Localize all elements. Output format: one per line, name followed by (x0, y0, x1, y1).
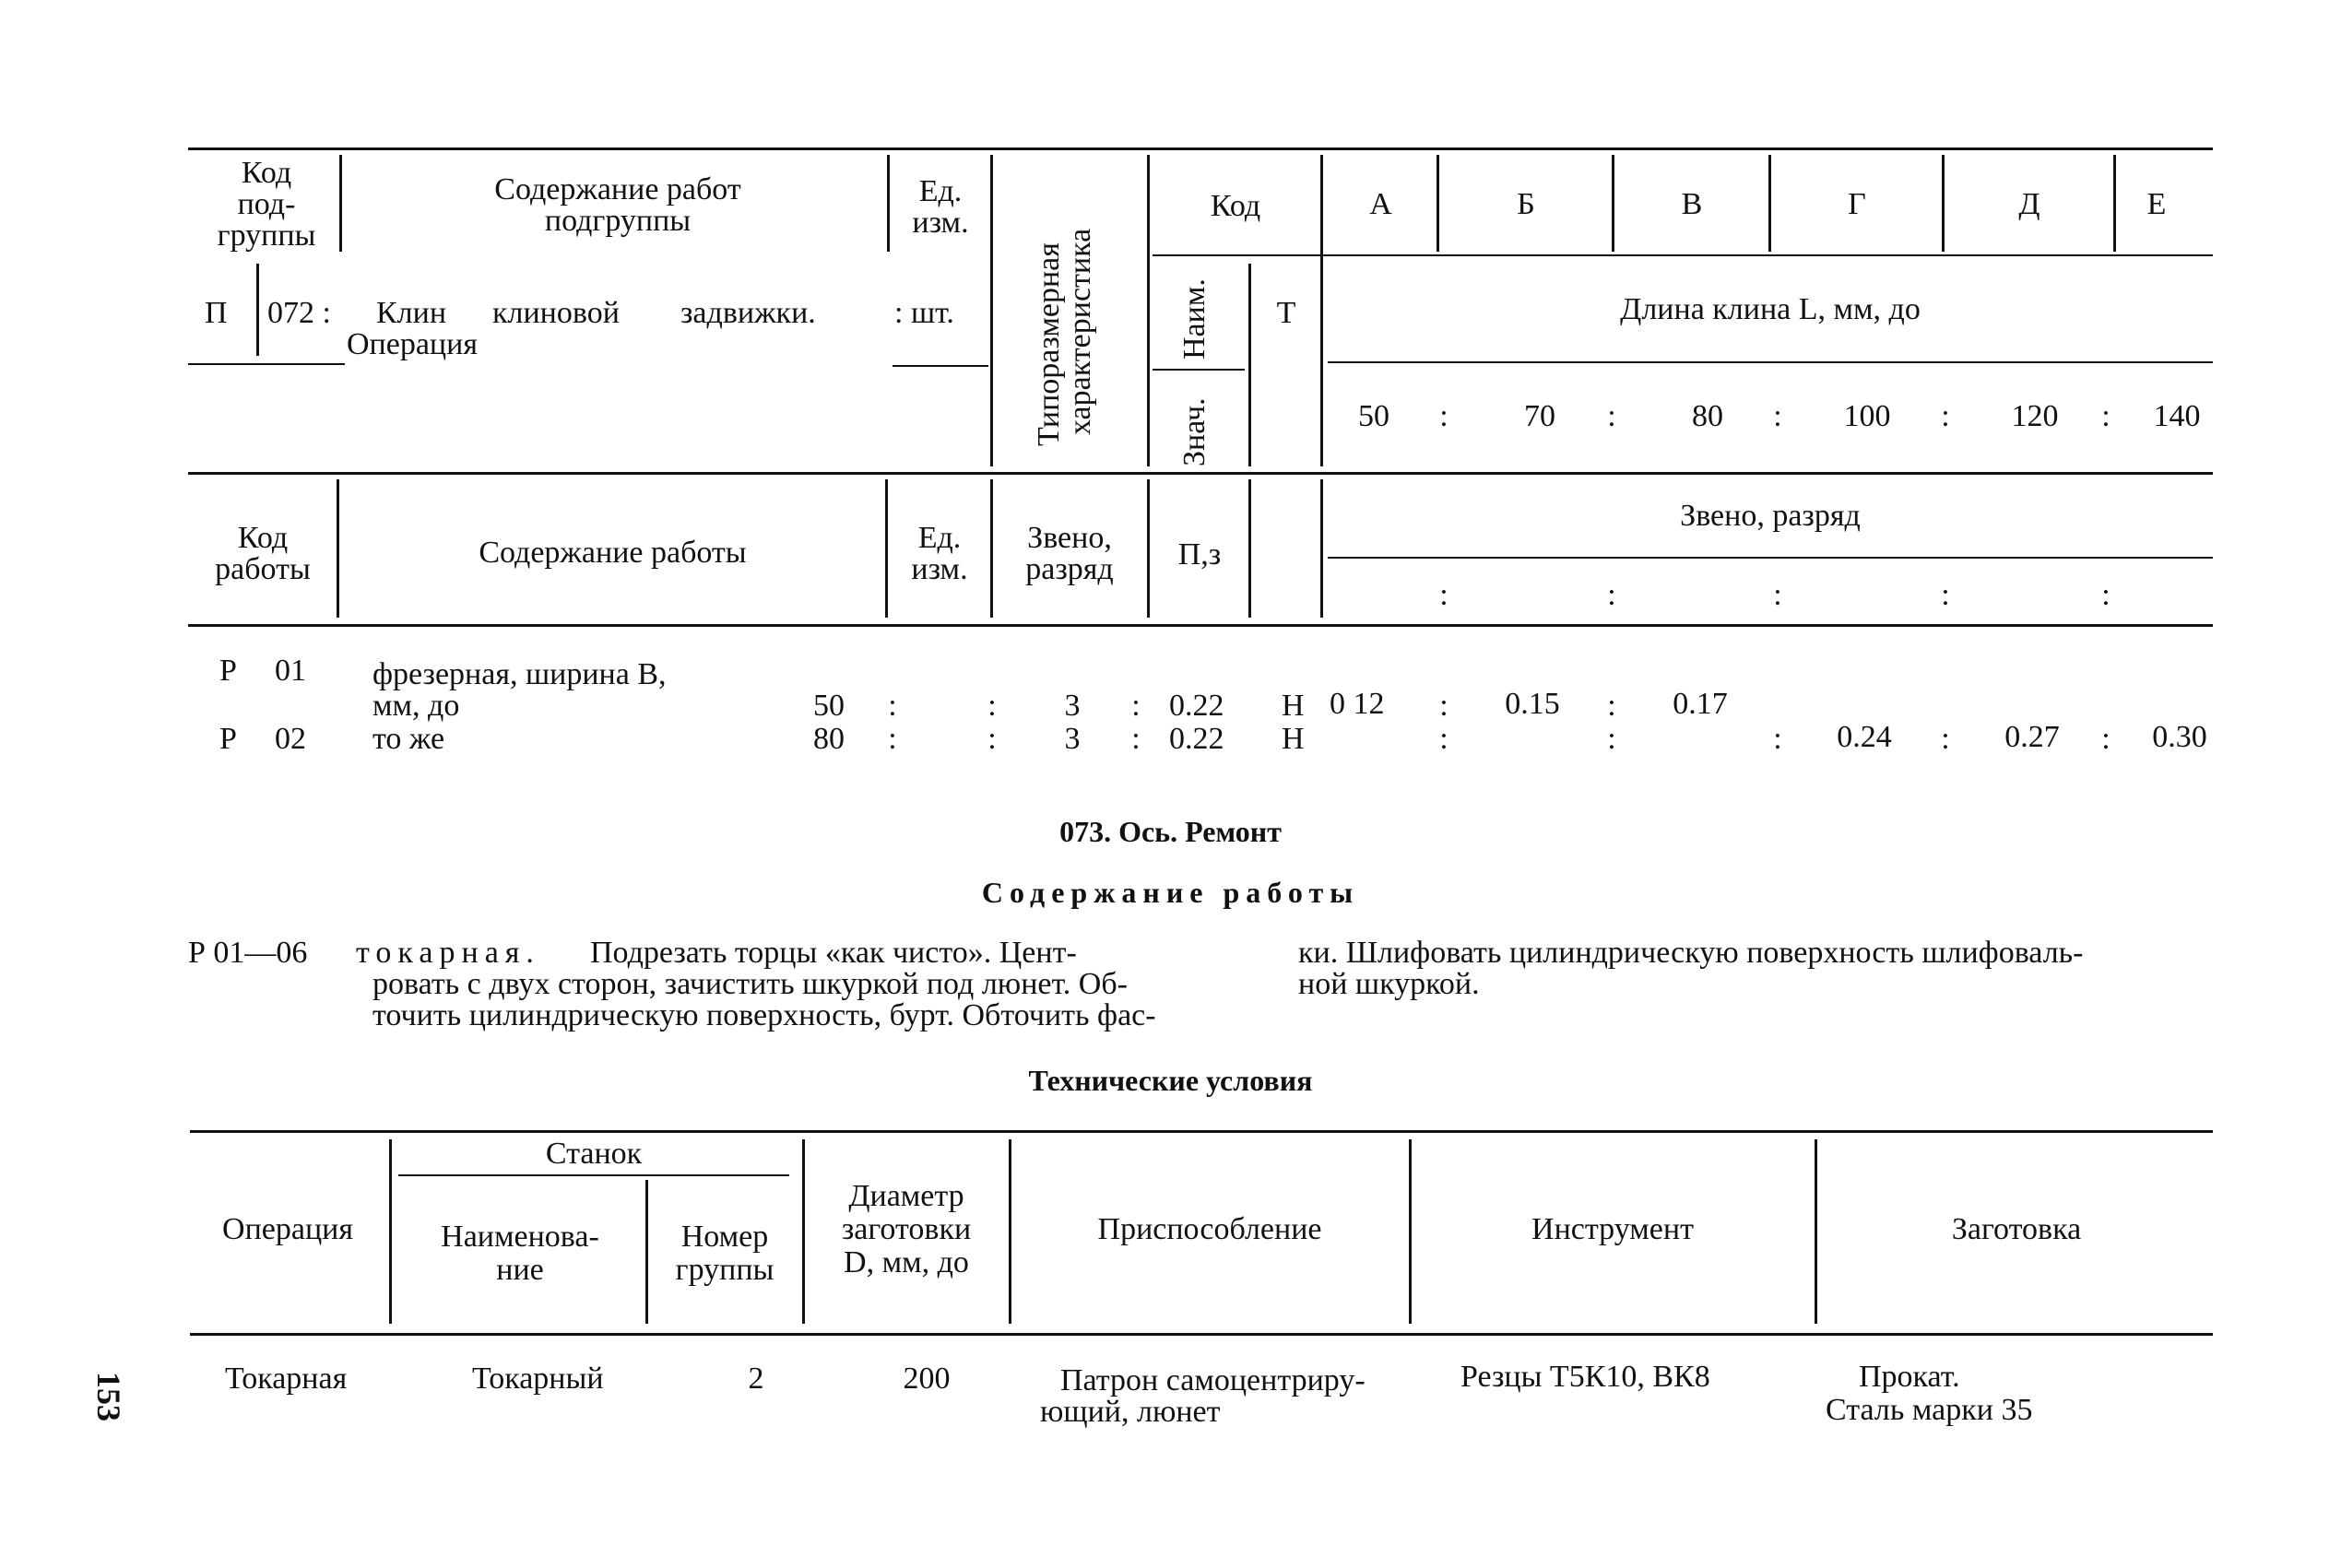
tech-header-instrument: Инструмент (1531, 1212, 1694, 1246)
row1-val-a: 0 12 (1330, 687, 1385, 721)
group-title-line2: Операция (347, 327, 478, 361)
group-p: П (205, 296, 228, 330)
tech-row-instrument: Резцы Т5К10, ВК8 (1460, 1360, 1710, 1394)
group-val-50: 50 (1358, 399, 1389, 433)
group-title-1: Клин (376, 296, 447, 330)
row2-c3: : (1131, 722, 1141, 756)
row2-code2: 02 (275, 722, 306, 756)
row2-val-e: 0.30 (2152, 720, 2207, 754)
header-letter-d: Д (2018, 187, 2040, 221)
row1-pz: 0.22 (1169, 689, 1224, 723)
tech-row-nomer: 2 (748, 1362, 764, 1396)
work-header-colon-4: : (1941, 578, 1950, 612)
group-val-120: 120 (2011, 399, 2059, 433)
header-tiporazmernaya-1: Типоразмерная (1032, 242, 1066, 446)
work-header-kod-2: работы (215, 552, 311, 586)
tech-header-nomer-1: Номер (680, 1220, 769, 1254)
work-header-colon-2: : (1607, 578, 1616, 612)
para-left-line1: Подрезать торцы «как чисто». Цент- (590, 936, 1077, 970)
tech-header-prisposoblenie: Приспособление (1097, 1212, 1322, 1246)
para-left-op: токарная. (356, 936, 540, 970)
header-letter-v: В (1681, 187, 1703, 221)
group-val-colon-5: : (2101, 399, 2110, 433)
tech-row-pris-2: ющий, люнет (1040, 1395, 1221, 1429)
header-kod-podgruppy-3: группы (217, 218, 316, 253)
row2-colon-5: : (2101, 722, 2110, 756)
tech-header-operaciya: Операция (222, 1212, 353, 1246)
row2-colon-3: : (1773, 722, 1782, 756)
row1-c2: : (987, 689, 997, 723)
header-znach: Знач. (1177, 397, 1212, 466)
row1-c3: : (1131, 689, 1141, 723)
work-header-ed-2: изм. (911, 552, 968, 586)
work-header-colon-5: : (2101, 578, 2110, 612)
para-right-line1: ки. Шлифовать цилиндрическую поверхность шлифоваль- (1298, 936, 2084, 970)
work-header-colon-3: : (1773, 578, 1782, 612)
work-header-colon-1: : (1439, 578, 1448, 612)
group-val-colon-2: : (1607, 399, 1616, 433)
work-header-zveno-2: разряд (1025, 552, 1114, 586)
row2-c2: : (987, 722, 997, 756)
row2-colon-2: : (1607, 722, 1616, 756)
row1-desc-2: мм, до (372, 689, 460, 723)
work-header-soderzhanie: Содержание работы (479, 536, 747, 570)
header-soderzhanie-2: подгруппы (544, 204, 692, 238)
row2-pz: 0.22 (1169, 722, 1224, 756)
para-left-line3: точить цилиндрическую поверхность, бурт. Обточить фас- (372, 998, 1156, 1032)
tech-header-stanok: Станок (545, 1137, 643, 1171)
header-letter-b: Б (1517, 187, 1535, 221)
group-val-140: 140 (2153, 399, 2201, 433)
tech-row-diam: 200 (903, 1362, 951, 1396)
row1-code2: 01 (275, 654, 306, 688)
row1-val-b: 0.15 (1505, 687, 1560, 721)
row1-c1: : (888, 689, 897, 723)
group-val-colon-3: : (1773, 399, 1782, 433)
section-title: 073. Ось. Ремонт (1059, 815, 1282, 848)
row1-desc-1: фрезерная, ширина B, (372, 657, 667, 691)
group-length-label: Длина клина L, мм, до (1620, 292, 1921, 326)
tech-header-diam-3: D, мм, до (844, 1245, 969, 1279)
row1-val-v: 0.17 (1673, 687, 1728, 721)
header-naim: Наим. (1177, 278, 1212, 360)
para-right-line2: ной шкуркой. (1298, 967, 1480, 1001)
row2-val-g: 0.24 (1837, 720, 1892, 754)
header-ed-2: изм. (912, 206, 969, 240)
section-subtitle: Содержание работы (981, 876, 1360, 909)
tech-row-pris-1: Патрон самоцентриру- (1060, 1363, 1366, 1397)
group-title-2: клиновой (492, 296, 620, 330)
para-left-line2: ровать с двух сторон, зачистить шкуркой под люнет. Об- (372, 967, 1128, 1001)
row1-size: 50 (813, 689, 845, 723)
header-ed-1: Ед. (918, 174, 963, 208)
header-kod-podgruppy-2: под- (237, 187, 296, 221)
tech-header-naim-1: Наименова- (441, 1220, 599, 1254)
work-header-zveno-right: Звено, разряд (1680, 499, 1861, 533)
group-unit: : шт. (894, 296, 954, 330)
row2-h: Н (1282, 722, 1305, 756)
row2-code1: Р (219, 722, 237, 756)
tech-title: Технические условия (1028, 1064, 1313, 1097)
page-number: 153 (90, 1372, 127, 1421)
tech-row-zag-2: Сталь марки 35 (1826, 1393, 2033, 1427)
row1-colon-1: : (1439, 689, 1448, 723)
tech-header-zagotovka: Заготовка (1951, 1212, 2082, 1246)
group-val-70: 70 (1524, 399, 1555, 433)
header-soderzhanie-1: Содержание работ (494, 172, 741, 206)
work-header-pz: П,з (1177, 537, 1222, 572)
header-tiporazmernaya-2: характеристика (1063, 228, 1097, 435)
row1-code1: Р (219, 654, 237, 688)
group-val-100: 100 (1843, 399, 1891, 433)
row1-zveno: 3 (1064, 689, 1081, 723)
row2-colon-4: : (1941, 722, 1950, 756)
work-header-ed-1: Ед. (917, 521, 962, 555)
group-val-colon-1: : (1439, 399, 1448, 433)
row2-size: 80 (813, 722, 845, 756)
header-letter-g: Г (1848, 187, 1866, 221)
tech-header-naim-2: ние (496, 1253, 544, 1287)
row2-zveno: 3 (1064, 722, 1081, 756)
row2-val-d: 0.27 (2004, 720, 2060, 754)
para-left-code: Р 01—06 (188, 936, 308, 970)
group-code: 072 : (267, 296, 331, 330)
header-letter-a: А (1369, 187, 1392, 221)
tech-row-operaciya: Токарная (225, 1362, 348, 1396)
header-t: Т (1276, 296, 1296, 330)
row1-h: Н (1282, 689, 1305, 723)
header-letter-e: Е (2146, 187, 2167, 221)
group-val-colon-4: : (1941, 399, 1950, 433)
header-kod-podgruppy-1: Код (241, 156, 292, 190)
group-val-80: 80 (1692, 399, 1723, 433)
tech-header-diam-2: заготовки (841, 1212, 972, 1246)
row2-c1: : (888, 722, 897, 756)
work-header-kod-1: Код (237, 521, 289, 555)
tech-header-diam-1: Диаметр (848, 1179, 964, 1213)
tech-row-zag-1: Прокат. (1859, 1360, 1960, 1394)
work-header-zveno-1: Звено, (1027, 521, 1112, 555)
row1-colon-2: : (1607, 689, 1616, 723)
group-title-3: задвижки. (680, 296, 816, 330)
row2-colon-1: : (1439, 722, 1448, 756)
header-kod: Код (1210, 189, 1261, 223)
row2-desc-1: то же (372, 722, 445, 756)
tech-header-nomer-2: группы (675, 1253, 774, 1287)
tech-row-naim: Токарный (472, 1362, 604, 1396)
